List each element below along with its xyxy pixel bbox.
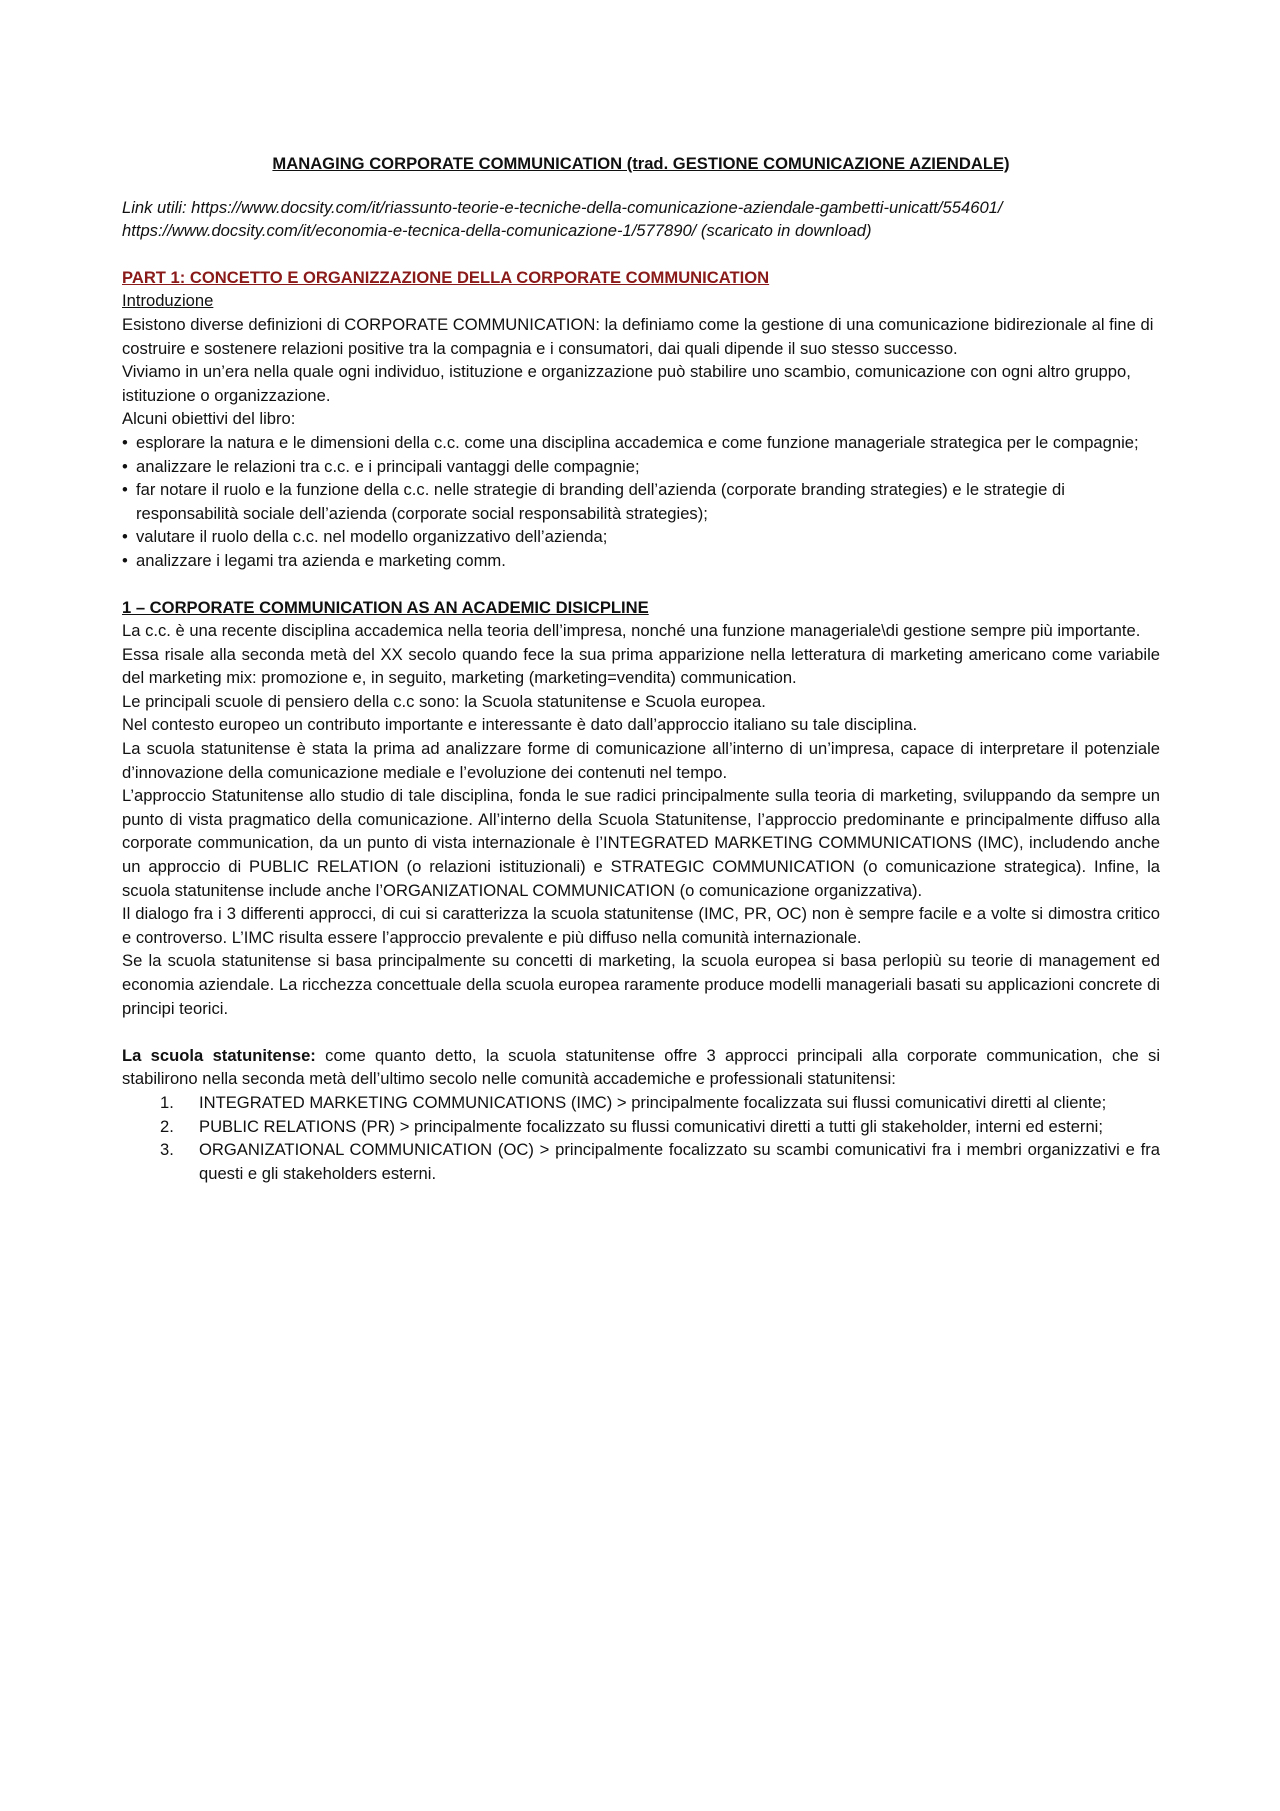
intro-paragraph-2: Viviamo in un’era nella quale ogni individuo, istituzione e organizzazione può stabilire uno scambio, comunicazione con ogni altro gruppo, istituzione o organizzazione. [122, 362, 1131, 405]
section-1-paragraph: Il dialogo fra i 3 differenti approcci, di cui si caratterizza la scuola statunitense (IMC, PR, OC) non è sempre facile e a volte si dimostra critico e controverso. L’IMC risulta essere l’approccio prevalente e più diffuso nella comunità internazionale. [122, 904, 1160, 947]
link-line-1[interactable]: Link utili: https://www.docsity.com/it/riassunto-teorie-e-tecniche-della-comunicazione-aziendale-gambetti-unicatt/554601/ [122, 197, 1003, 217]
list-item: • analizzare i legami tra azienda e marketing comm. [122, 549, 1160, 573]
part-1-heading: PART 1: CONCETTO E ORGANIZZAZIONE DELLA CORPORATE COMMUNICATION [122, 267, 770, 287]
item-number: 3. [160, 1140, 174, 1160]
section-1-paragraph: La c.c. è una recente disciplina accademica nella teoria dell’impresa, nonché una funzione manageriale\di gestione sempre più importante. [122, 621, 1141, 641]
intro-paragraph-3: Alcuni obiettivi del libro: [122, 409, 296, 429]
link-line-2[interactable]: https://www.docsity.com/it/economia-e-tecnica-della-comunicazione-1/577890/ (scaricato in download) [122, 221, 872, 241]
section-1-heading: 1 – CORPORATE COMMUNICATION AS AN ACADEMIC DISICPLINE [122, 597, 649, 617]
item-text: PUBLIC RELATIONS (PR) > principalmente focalizzato su flussi comunicativi diretti a tutti gli stakeholder, interni ed esterni; [199, 1116, 1103, 1136]
section-1-paragraph: L’approccio Statunitense allo studio di tale disciplina, fonda le sue radici principalmente sulla teoria di marketing, sviluppando da sempre un punto di vista pragmatico della comunicazione. All’interno della Scuola Statunitense, l’approccio predominante e principalmente diffuso alla corporate communication, da un punto di vista internazionale è l’INTEGRATED MARKETING COMMUNICATIONS (IMC), includendo anche un approccio di PUBLIC RELATION (o relazioni istituzionali) e STRATEGIC COMMUNICATION (o comunicazione strategica). Infine, la scuola statunitense include anche l’ORGANIZATIONAL COMMUNICATION (o comunicazione organizzativa). [122, 786, 1160, 900]
intro-paragraph-1: Esistono diverse definizioni di CORPORATE COMMUNICATION: la definiamo come la gestione di una comunicazione bidirezionale al fine di costruire e sostenere relazioni positive tra la compagnia e i consumatori, dai quali dipende il suo stesso successo. [122, 314, 1154, 358]
list-item [122, 1091, 1160, 1115]
us-school-paragraph [122, 1044, 1160, 1091]
list-item: • valutare il ruolo della c.c. nel modello organizzativo dell’azienda; [122, 525, 1160, 549]
section-1-paragraph: Le principali scuole di pensiero della c.c sono: la Scuola statunitense e Scuola europea. [122, 691, 766, 711]
section-1-paragraph: Se la scuola statunitense si basa principalmente su concetti di marketing, la scuola europea si basa perlopiù su teorie di management ed economia aziendale. La ricchezza concettuale della scuola europea raramente produce modelli manageriali basati su applicazioni concrete di principi teorici. [122, 951, 1160, 1018]
approaches-list [122, 1091, 1160, 1185]
list-item: • far notare il ruolo e la funzione della c.c. nelle strategie di branding dell’azienda (corporate branding strategies) e le strategie di responsabilità sociale dell’azienda (corporate social responsabilità strategies); [122, 478, 1160, 525]
item-number: 2. [160, 1116, 174, 1136]
item-number: 1. [160, 1092, 174, 1112]
us-school-text: come quanto detto, la scuola statunitense offre 3 approcci principali alla corporate communication, che si stabilirono nella seconda metà dell’ultimo secolo nelle comunità accademiche e professionali statunitensi: [122, 1045, 1161, 1089]
useful-links [122, 196, 1160, 243]
us-school-lead: La scuola statunitense: [122, 1045, 316, 1065]
list-item: • esplorare la natura e le dimensioni della c.c. come una disciplina accademica e come funzione manageriale strategica per le compagnie; [122, 431, 1160, 455]
item-text: INTEGRATED MARKETING COMMUNICATIONS (IMC) > principalmente focalizzata sui flussi comunicativi diretti al cliente; [199, 1092, 1107, 1112]
list-item [122, 1138, 1160, 1185]
section-1-paragraph: Essa risale alla seconda metà del XX secolo quando fece la sua prima apparizione nella letteratura di marketing americano come variabile del marketing mix: promozione e, in seguito, marketing (marketing=vendita) communication. [122, 644, 1160, 688]
blank-line [122, 1020, 1160, 1044]
list-item: • analizzare le relazioni tra c.c. e i principali vantaggi delle compagnie; [122, 455, 1160, 479]
objectives-list [122, 431, 1160, 573]
list-item [122, 1115, 1160, 1139]
section-1-paragraph: Nel contesto europeo un contributo importante e interessante è dato dall’approccio italiano su tale disciplina. [122, 715, 918, 735]
section-1-paragraph: La scuola statunitense è stata la prima ad analizzare forme di comunicazione all’interno di un’impresa, capace di interpretare il potenziale d’innovazione della comunicazione mediale e l’evoluzione dei contenuti nel tempo. [122, 739, 1160, 782]
document-title: MANAGING CORPORATE COMMUNICATION (trad. GESTIONE COMUNICAZIONE AZIENDALE) [272, 154, 1010, 173]
intro-heading: Introduzione [122, 291, 214, 311]
item-text: ORGANIZATIONAL COMMUNICATION (OC) > principalmente focalizzato su scambi comunicativi fra i membri organizzativi e fra questi e gli stakeholders esterni. [199, 1140, 1160, 1183]
